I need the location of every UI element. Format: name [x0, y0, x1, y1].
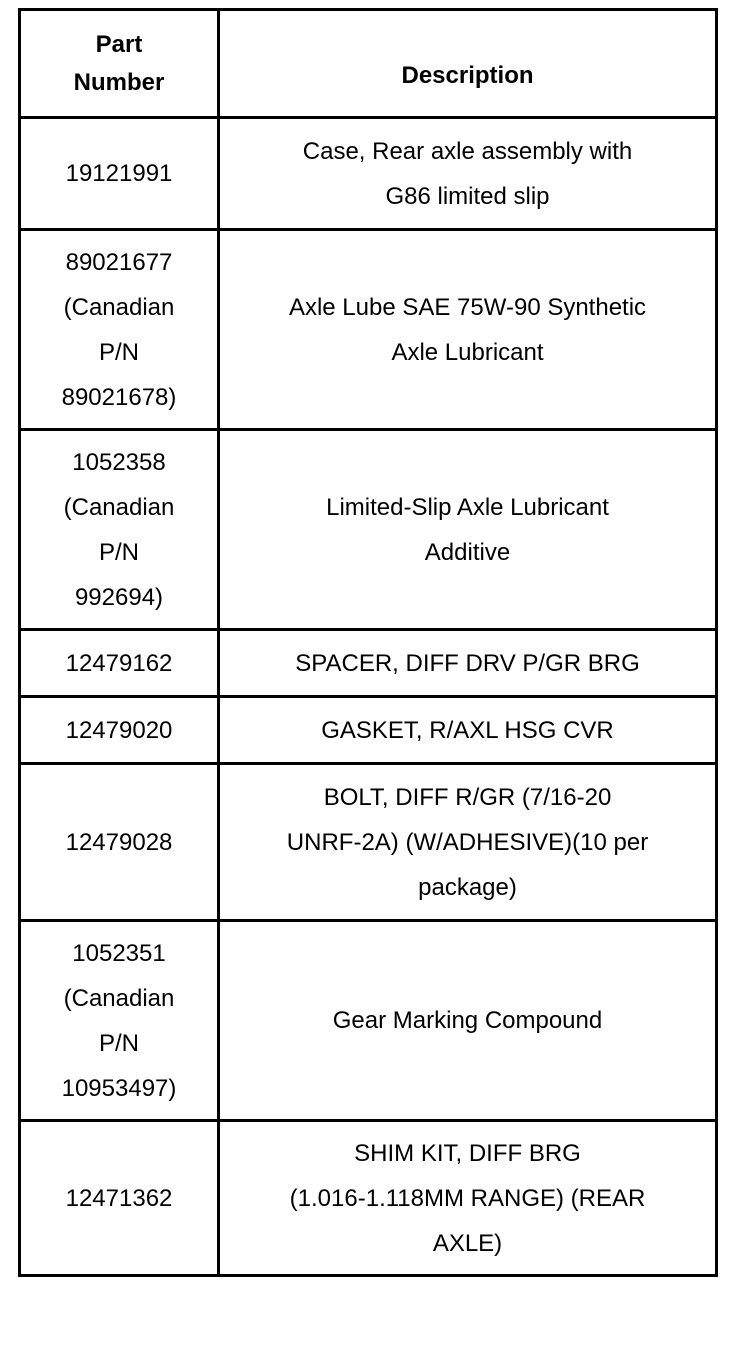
description-line: UNRF-2A) (W/ADHESIVE)(10 per	[286, 828, 649, 856]
part-number-line: 12479162	[65, 649, 173, 677]
description-line: Gear Marking Compound	[332, 1007, 603, 1034]
description-line: G86 limited slip	[385, 182, 550, 210]
header-part-number-line: Number	[73, 68, 165, 96]
part-number-line: 19121991	[65, 160, 173, 187]
description-cell	[219, 230, 717, 430]
part-number-line: 12471362	[65, 1184, 173, 1212]
part-number-cell	[20, 921, 219, 1121]
header-description: Description	[219, 10, 717, 118]
table-row	[20, 430, 717, 630]
part-number-cell	[20, 764, 219, 921]
description-cell	[219, 697, 717, 764]
header-part-number	[20, 10, 219, 118]
description-cell	[219, 430, 717, 630]
description-line: AXLE)	[432, 1229, 503, 1257]
part-number-cell	[20, 697, 219, 764]
description-line: GASKET, R/AXL HSG CVR	[321, 716, 614, 744]
description-line: (1.016-1.118MM RANGE) (REAR	[289, 1184, 646, 1212]
table-row	[20, 697, 717, 764]
table-row	[20, 921, 717, 1121]
parts-table	[18, 8, 718, 1277]
description-line: Case, Rear axle assembly with	[302, 137, 633, 165]
part-number-line: 12479020	[65, 716, 173, 744]
description-line: Axle Lube SAE 75W-90 Synthetic	[288, 293, 647, 321]
part-number-line: 1052358	[72, 448, 166, 476]
description-cell	[219, 118, 717, 230]
description-line: Additive	[424, 538, 511, 566]
part-number-line: (Canadian	[63, 493, 175, 521]
part-number-line: P/N	[98, 338, 139, 366]
part-number-cell	[20, 430, 219, 630]
part-number-line: 992694)	[74, 583, 164, 611]
part-number-line: P/N	[98, 538, 139, 566]
part-number-cell	[20, 230, 219, 430]
part-number-cell	[20, 118, 219, 230]
part-number-cell	[20, 630, 219, 697]
part-number-line: 89021677	[65, 248, 173, 276]
table-header-row	[20, 10, 717, 118]
part-number-line: (Canadian	[63, 984, 175, 1012]
description-line: BOLT, DIFF R/GR (7/16-20	[323, 783, 612, 811]
table-row	[20, 764, 717, 921]
table-row	[20, 630, 717, 697]
description-cell	[219, 630, 717, 697]
description-line: Limited-Slip Axle Lubricant	[326, 493, 609, 521]
description-cell	[219, 921, 717, 1121]
description-cell	[219, 1121, 717, 1276]
part-number-line: P/N	[98, 1029, 139, 1057]
part-number-line: 89021678)	[61, 383, 177, 411]
table-row	[20, 118, 717, 230]
header-part-number-line: Part	[95, 30, 143, 58]
table-row	[20, 230, 717, 430]
table-row	[20, 1121, 717, 1276]
part-number-line: 1052351	[72, 939, 166, 967]
description-cell	[219, 764, 717, 921]
description-line: package)	[418, 873, 517, 901]
part-number-line: 10953497)	[61, 1074, 177, 1102]
description-line: SHIM KIT, DIFF BRG	[354, 1139, 581, 1167]
part-number-line: (Canadian	[63, 293, 175, 321]
description-line: SPACER, DIFF DRV P/GR BRG	[295, 649, 640, 677]
part-number-line: 12479028	[65, 828, 173, 856]
description-line: Axle Lubricant	[391, 338, 544, 366]
part-number-cell	[20, 1121, 219, 1276]
